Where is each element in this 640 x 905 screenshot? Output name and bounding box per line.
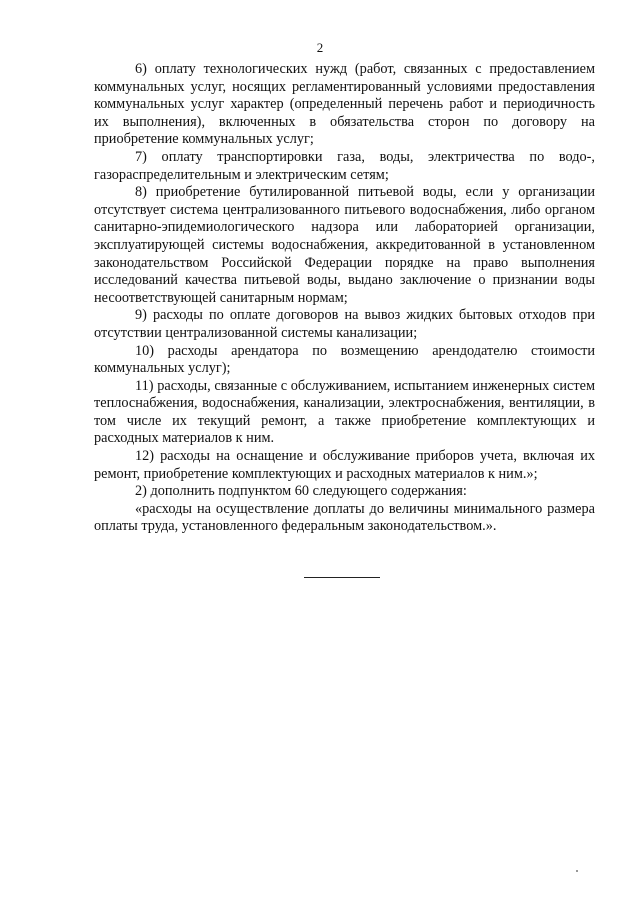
paragraph-item-10: 10) расходы арендатора по возмещению арендодателю стоимости коммунальных услуг); xyxy=(94,342,595,377)
end-divider-line xyxy=(304,577,380,578)
scan-speck xyxy=(576,870,578,872)
paragraph-item-6: 6) оплату технологических нужд (работ, связанных с предоставлением коммунальных услуг, носящих регламентированный условиями предоставления коммунальных услуг характер (определенный перечень работ и периодичность их выполнения), включенных в обязательства сторон по договору на приобретение коммунальных услуг; xyxy=(94,61,595,148)
paragraph-item-8: 8) приобретение бутилированной питьевой воды, если у организации отсутствует система централизованного питьевого водоснабжения, либо органом санитарно-эпидемиологического надзора или лабораторией организации, эксплуатирующей системы водоснабжения, аккредитованной в установленном законодательством Российской Федерации порядке на право выполнения исследований качества питьевой воды, выдано заключение о признании воды несоответствующей санитарным нормам; xyxy=(94,184,595,306)
paragraph-item-12: 12) расходы на оснащение и обслуживание приборов учета, включая их ремонт, приобретение комплектующих и расходных материалов к ним.»; xyxy=(94,448,595,482)
page-number: 2 xyxy=(316,40,324,55)
paragraph-item-7: 7) оплату транспортировки газа, воды, электричества по водо-, газораспределительным и электрическим сетям; xyxy=(94,148,595,183)
paragraph-quoted-text: «расходы на осуществление доплаты до величины минимального размера оплаты труда, установленного федеральным законодательством.». xyxy=(94,500,595,535)
document-body xyxy=(94,61,595,536)
paragraph-item-11: 11) расходы, связанные с обслуживанием, испытанием инженерных систем теплоснабжения, водоснабжения, канализации, электроснабжения, вентиляции, в том числе их текущий ремонт, а также приобретение комплектующих и расходных материалов к ним. xyxy=(94,377,595,447)
paragraph-item-9: 9) расходы по оплате договоров на вывоз жидких бытовых отходов при отсутствии централизованной системы канализации; xyxy=(94,307,595,341)
paragraph-amendment-2: 2) дополнить подпунктом 60 следующего содержания: xyxy=(135,483,467,500)
